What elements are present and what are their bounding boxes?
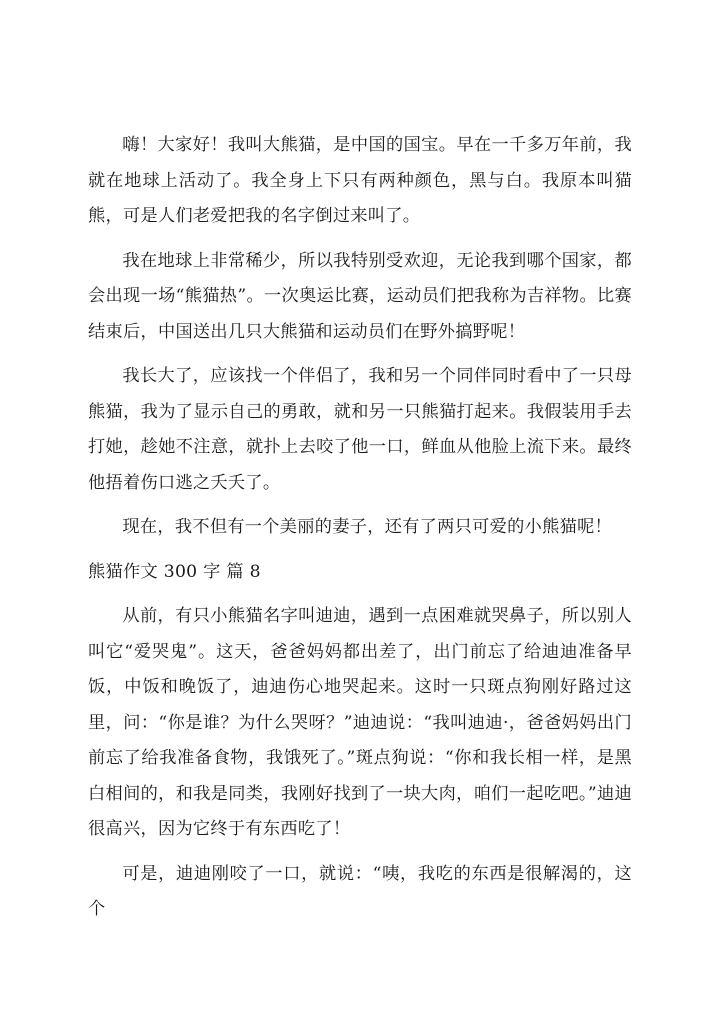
article-body bbox=[88, 128, 632, 937]
paragraph: 从前，有只小熊猫名字叫迪迪，遇到一点困难就哭鼻子，所以别人叫它“爱哭鬼”。这天，爸爸妈妈都出差了，出门前忘了给迪迪准备早饭，中饭和晚饭了，迪迪伤心地哭起来。这时一只斑点狗刚好路过这里，问：“你是谁？为什么哭呀？”迪迪说：“我叫迪迪·，爸爸妈妈出门前忘了给我准备食物，我饿死了。”斑点狗说：“你和我长相一样，是黑白相间的，和我是同类，我刚好找到了一块大肉，咱们一起吃吧。”迪迪很高兴，因为它终于有东西吃了！ bbox=[88, 606, 632, 839]
paragraph: 嗨！大家好！我叫大熊猫，是中国的国宝。早在一千多万年前，我就在地球上活动了。我全身上下只有两种颜色，黑与白。我原本叫猫熊，可是人们老爱把我的名字倒过来叫了。 bbox=[88, 135, 632, 226]
paragraph: 我长大了，应该找一个伴侣了，我和另一个同伴同时看中了一只母熊猫，我为了显示自己的勇敢，就和另一只熊猫打起来。我假装用手去打她，趁她不注意，就扑上去咬了他一口，鲜血从他脸上流下来。最终他捂着伤口逃之夭夭了。 bbox=[88, 366, 632, 493]
paragraph: 我在地球上非常稀少，所以我特别受欢迎，无论我到哪个国家，都会出现一场“熊猫热”。一次奥运比赛，运动员们把我称为吉祥物。比赛结束后，中国送出几只大熊猫和运动员们在野外搞野呢！ bbox=[88, 250, 632, 342]
paragraph: 现在，我不但有一个美丽的妻子，还有了两只可爱的小熊猫呢！ bbox=[122, 517, 613, 537]
paragraph: 可是，迪迪刚咬了一口，就说：“咦，我吃的东西是很解渴的，这个 bbox=[88, 863, 632, 919]
section-heading: 熊猫作文 300 字 篇 8 bbox=[88, 561, 261, 582]
